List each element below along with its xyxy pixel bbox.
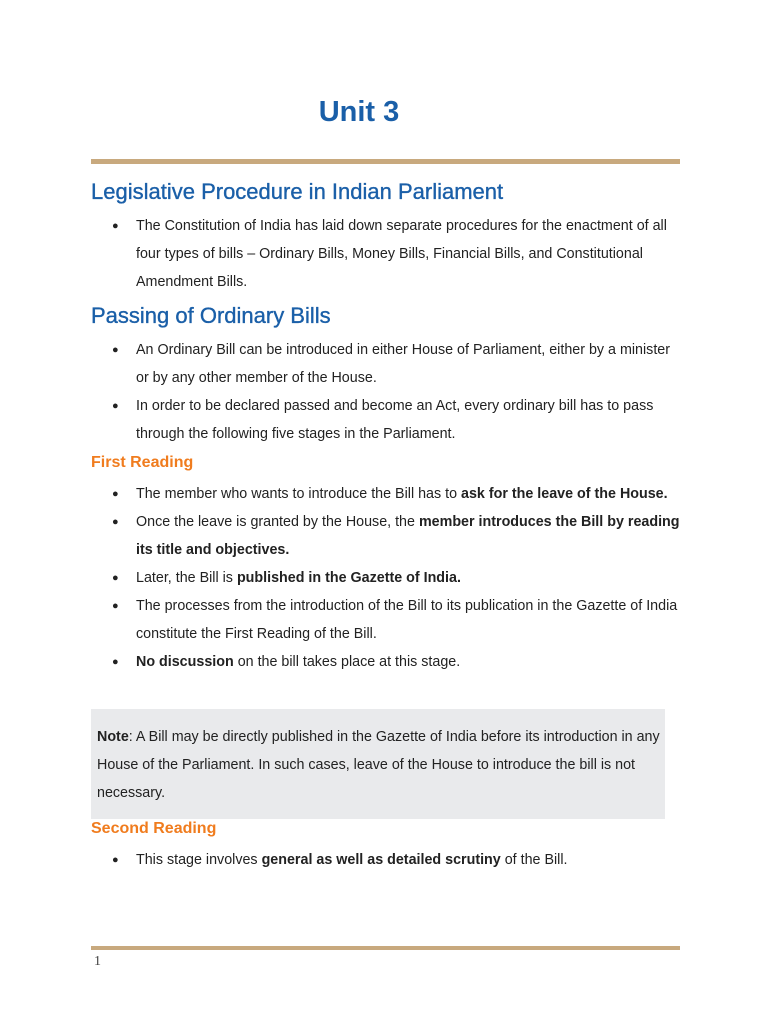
bullet-icon: ● bbox=[112, 854, 119, 866]
list-item: ● The member who wants to introduce the Bill has to ask for the leave of the House. bbox=[91, 480, 681, 508]
ordinary-bullet-list bbox=[91, 336, 681, 448]
bullet-icon: ● bbox=[112, 488, 119, 500]
bullet-icon: ● bbox=[112, 656, 119, 668]
heading-passing-ordinary-bills: Passing of Ordinary Bills bbox=[91, 303, 331, 328]
bullet-icon: ● bbox=[112, 344, 119, 356]
bullet-icon: ● bbox=[112, 400, 119, 412]
first-reading-bullet-list bbox=[91, 480, 681, 676]
bottom-divider bbox=[91, 946, 680, 950]
heading-legislative-procedure: Legislative Procedure in Indian Parliament bbox=[91, 179, 504, 204]
bullet-icon: ● bbox=[112, 600, 119, 612]
list-item: ● An Ordinary Bill can be introduced in either House of Parliament, either by a minister or by any other member of the House. bbox=[91, 336, 681, 392]
unit-title: Unit 3 bbox=[318, 96, 400, 128]
top-divider bbox=[91, 159, 680, 164]
list-item: ● No discussion on the bill takes place at this stage. bbox=[91, 648, 681, 676]
bullet-icon: ● bbox=[112, 572, 119, 584]
note-label: Note bbox=[97, 729, 129, 745]
legislative-bullet-list bbox=[91, 212, 681, 296]
heading-second-reading: Second Reading bbox=[91, 820, 217, 837]
list-item: ● Once the leave is granted by the House, the member introduces the Bill by reading its title and objectives. bbox=[91, 508, 681, 564]
list-item: ● Later, the Bill is published in the Gazette of India. bbox=[91, 564, 681, 592]
list-item: ● In order to be declared passed and become an Act, every ordinary bill has to pass through the following five stages in the Parliament. bbox=[91, 392, 681, 448]
page-number: 1 bbox=[94, 954, 101, 969]
bullet-icon: ● bbox=[112, 516, 119, 528]
bullet-icon: ● bbox=[112, 220, 119, 232]
list-item: ● The Constitution of India has laid down separate procedures for the enactment of all four types of bills – Ordinary Bills, Money Bills, Financial Bills, and Constitutional Amendment Bills. bbox=[91, 212, 681, 296]
note-box bbox=[91, 709, 665, 819]
list-item: ● This stage involves general as well as detailed scrutiny of the Bill. bbox=[91, 846, 681, 874]
heading-first-reading: First Reading bbox=[91, 454, 194, 471]
second-reading-bullet-list bbox=[91, 846, 681, 874]
note-text: : A Bill may be directly published in the Gazette of India before its introduction in any House of the Parliament. In such cases, leave of the House to introduce the bill is not necessary. bbox=[97, 729, 660, 801]
list-item: ● The processes from the introduction of the Bill to its publication in the Gazette of India constitute the First Reading of the Bill. bbox=[91, 592, 681, 648]
